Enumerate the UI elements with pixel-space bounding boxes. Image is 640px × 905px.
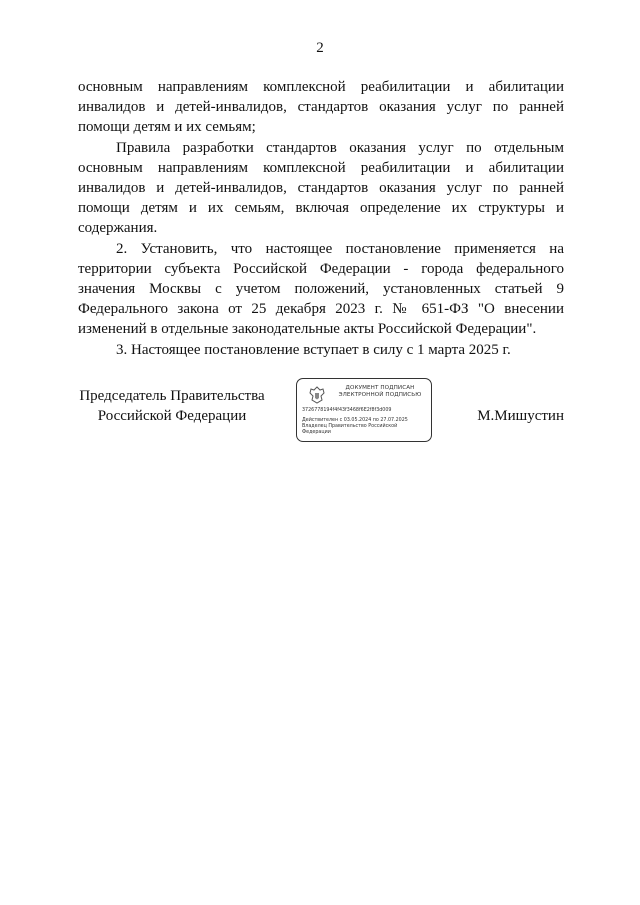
coat-of-arms-icon	[307, 385, 327, 405]
signatory-title-line1: Председатель Правительства	[79, 388, 265, 404]
stamp-header-line2: ЭЛЕКТРОННОЙ ПОДПИСЬЮ	[338, 392, 422, 398]
certificate-validity: Действителен с 03.05.2024 по 27.07.2025	[302, 418, 408, 423]
paragraph-clause-3: 3. Настоящее постановление вступает в силу с 1 марта 2025 г.	[116, 341, 511, 358]
certificate-serial: 3726778194f4f43f3468f6E2f8f3d009	[302, 408, 392, 413]
signatory-title-line2: Российской Федерации	[97, 408, 247, 424]
document-body	[78, 77, 564, 360]
signature-block	[78, 378, 564, 448]
paragraph-rules: Правила разработки стандартов оказания услуг по отдельным основным направлениям комплексной реабилитации и абилитации инвалидов и детей-инвалидов, стандартов оказания услуг по ранней помощи детям и их семьям, включая определение их структуры и содержания.	[78, 139, 564, 237]
signatory-title	[78, 386, 266, 426]
paragraph-clause-2: 2. Установить, что настоящее постановление применяется на территории субъекта Российской Федерации - города федерального значения Москвы с учетом положений, установленных статьей 9 Федерального закона от 25 декабря 2023 г. № 651-ФЗ "О внесении изменений в отдельные законодательные акты Российской Федерации".	[78, 240, 564, 338]
certificate-owner: Владелец Правительство Российской Федерации	[302, 424, 398, 435]
electronic-signature-stamp	[296, 378, 432, 442]
stamp-header	[333, 385, 427, 399]
page-number: 2	[316, 40, 324, 56]
signatory-name: М.Мишустин	[477, 408, 564, 424]
paragraph-continuation: основным направлениям комплексной реабилитации и абилитации инвалидов и детей-инвалидов, стандартов оказания услуг по ранней помощи детям и их семьям;	[78, 79, 564, 136]
stamp-header-line1: ДОКУМЕНТ ПОДПИСАН	[345, 385, 415, 391]
